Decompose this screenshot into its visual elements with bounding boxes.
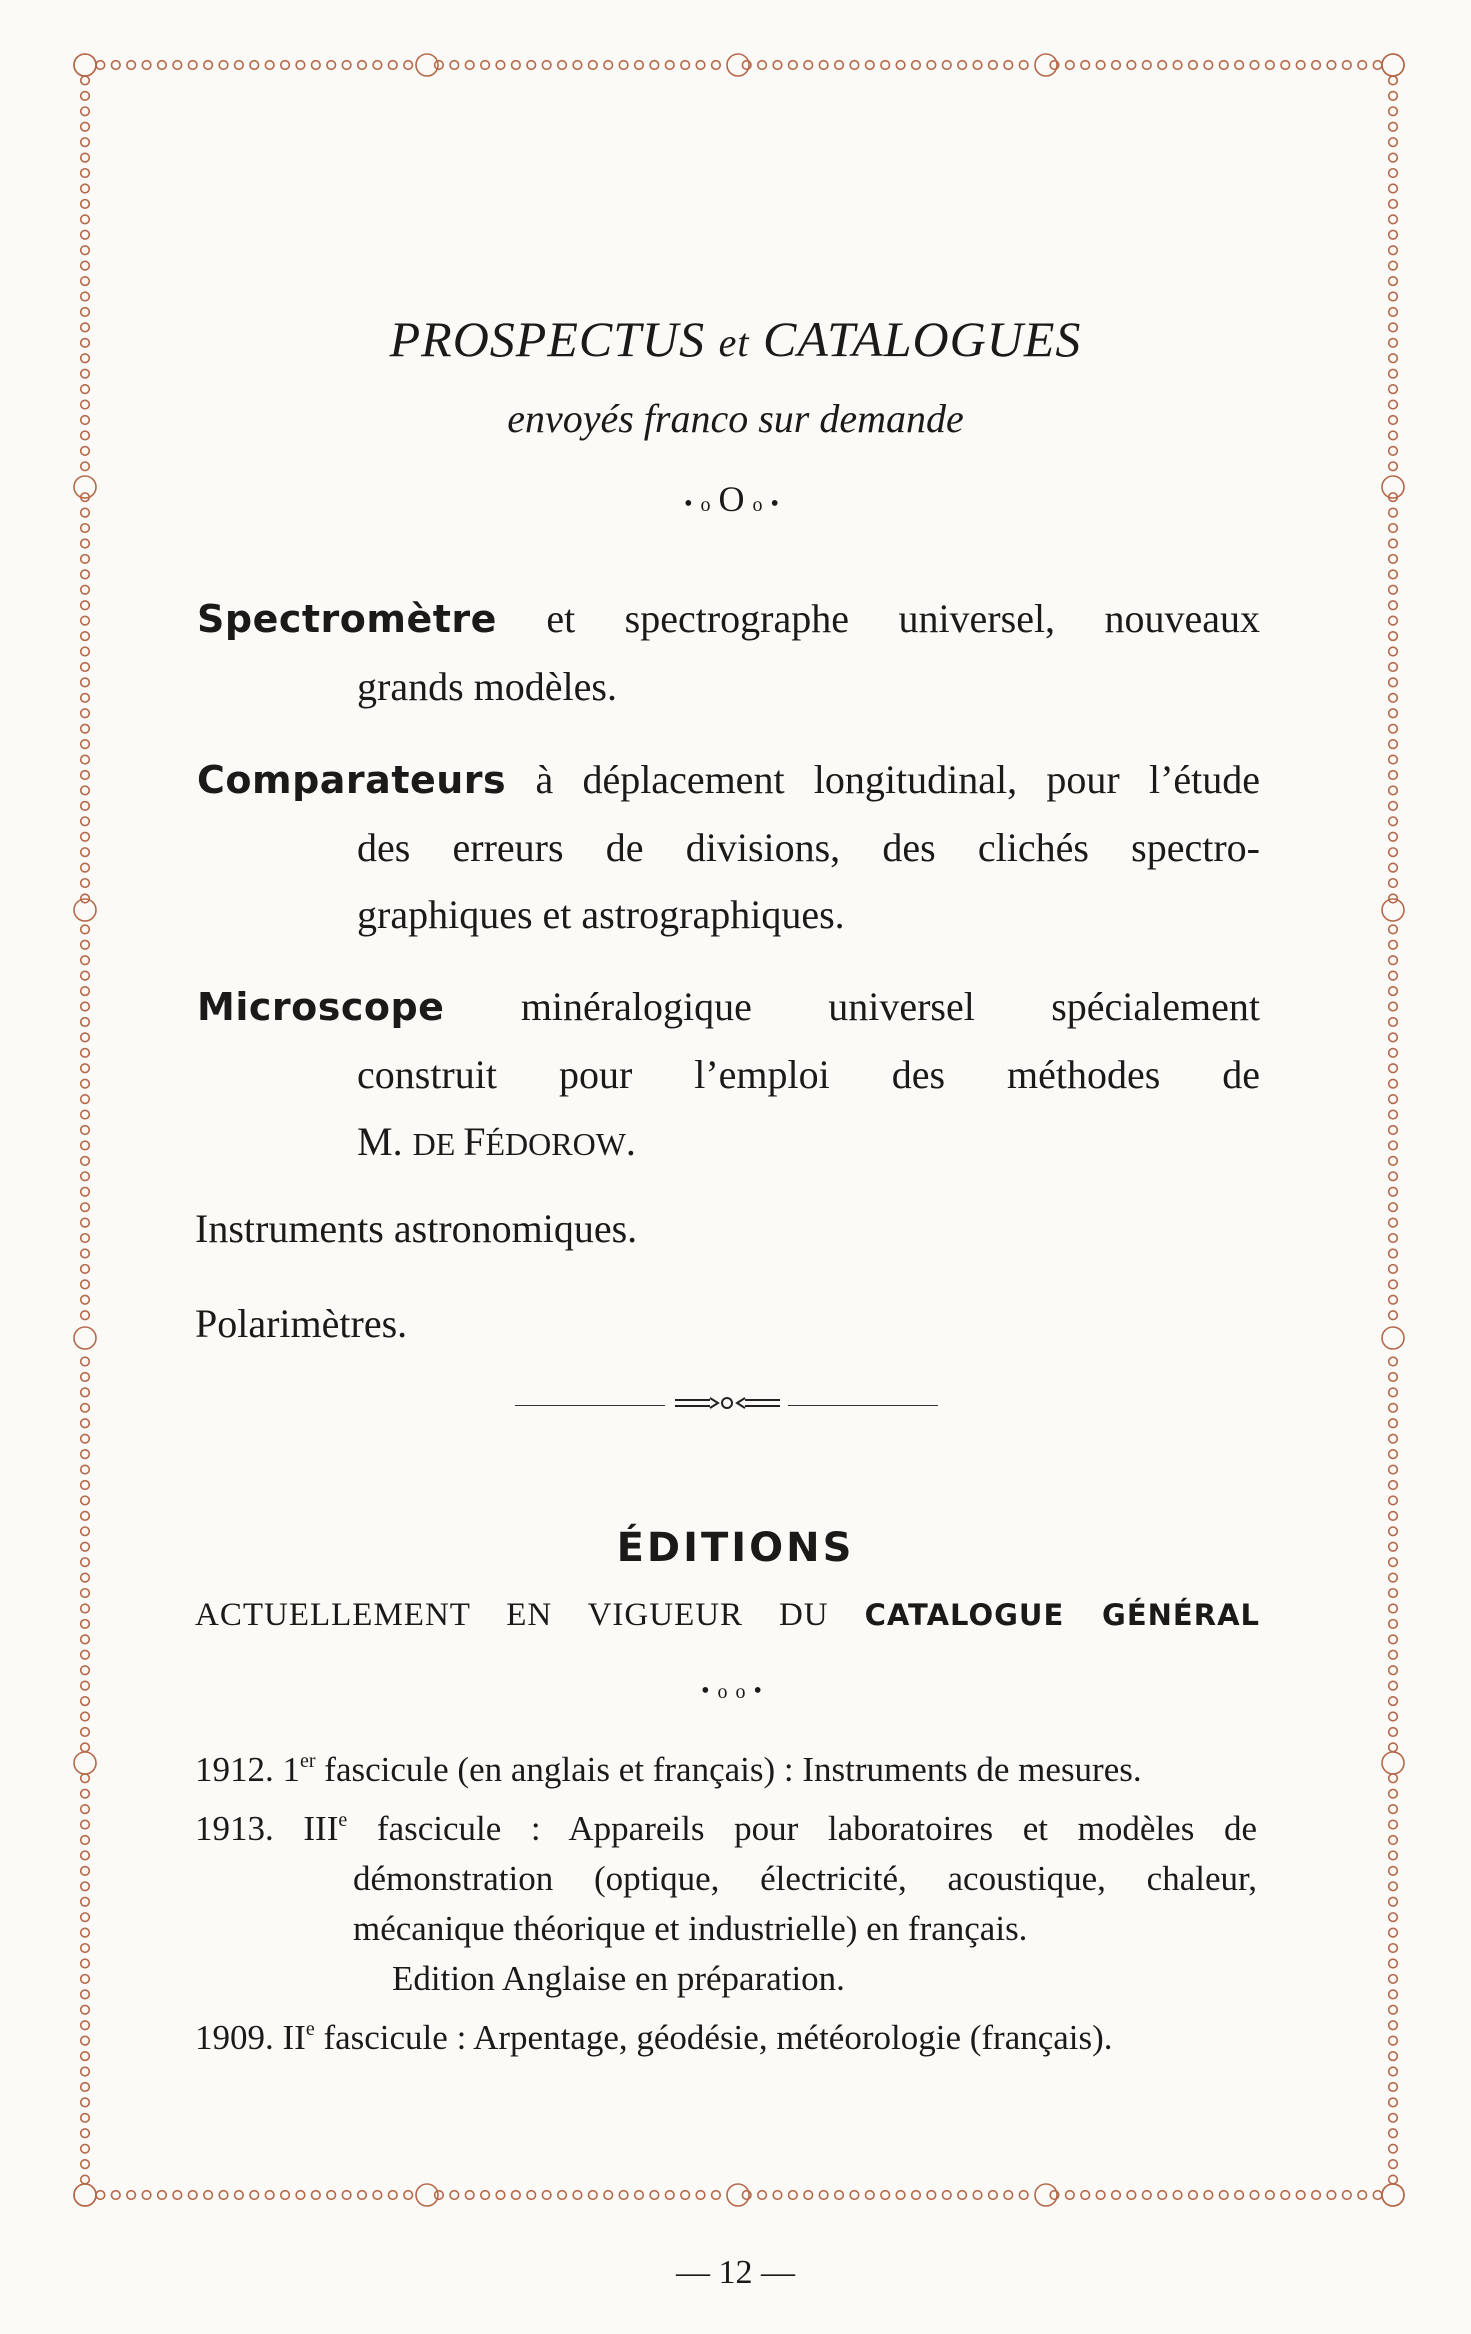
product-description-cont: graphiques et astrographiques.	[357, 892, 845, 937]
flourish-ornament	[670, 1388, 785, 1418]
editions-heading: ÉDITIONS	[616, 1525, 855, 1571]
product-entry-polarimetres: Polarimètres.	[195, 1301, 408, 1346]
product-name: Microscope	[197, 985, 445, 1029]
product-name: Spectromètre	[197, 597, 497, 641]
product-entry-spectrometre	[197, 585, 1260, 720]
product-description-cont: des erreurs de divisions, des clichés spectro-	[357, 825, 1260, 870]
product-description: à déplacement longitudinal, pour l’étude	[535, 757, 1261, 802]
product-description-cont: construit pour l’emploi des méthodes de	[357, 1052, 1260, 1097]
edition-entry-1913: 1913. IIIe fascicule : Appareils pour laboratoires et modèles de démonstration (optique, électricité, acoustique, chaleur, mécanique théorique et industrielle) en français. Edition Anglaise en préparation.	[195, 1809, 1257, 1998]
title-part2: CATALOGUES	[763, 311, 1082, 367]
product-description-cont: grands modèles.	[357, 664, 617, 709]
product-entry-instruments: Instruments astronomiques.	[195, 1206, 638, 1251]
title-part1: PROSPECTUS	[389, 311, 706, 367]
edition-entry-1909: 1909. IIe fascicule : Arpentage, géodésie, météorologie (français).	[195, 2018, 1113, 2057]
divider-rule-right	[788, 1405, 938, 1406]
page-title	[0, 310, 1471, 368]
ornament-dots-top: •oOo•	[684, 479, 787, 519]
editions-subheading: ACTUELLEMENT EN VIGUEUR DU CATALOGUE GÉNÉRAL	[195, 1597, 1260, 1633]
ornament-dots-editions: •oo•	[701, 1678, 770, 1704]
product-entry-comparateurs	[197, 746, 1260, 948]
product-description-cont: M. DE FÉDOROW.	[357, 1119, 636, 1164]
divider-rule-left	[515, 1405, 665, 1406]
page-subtitle: envoyés franco sur demande	[507, 396, 964, 441]
title-connector: et	[718, 320, 750, 365]
page-number: — 12 —	[676, 2254, 795, 2291]
product-entry-microscope	[197, 973, 1260, 1178]
product-name: Comparateurs	[197, 758, 507, 802]
product-description: minéralogique universel spécialement	[520, 984, 1260, 1029]
edition-entry-1912: 1912. 1er fascicule (en anglais et français) : Instruments de mesures.	[195, 1750, 1142, 1789]
product-description: et spectrographe universel, nouveaux	[546, 596, 1260, 641]
